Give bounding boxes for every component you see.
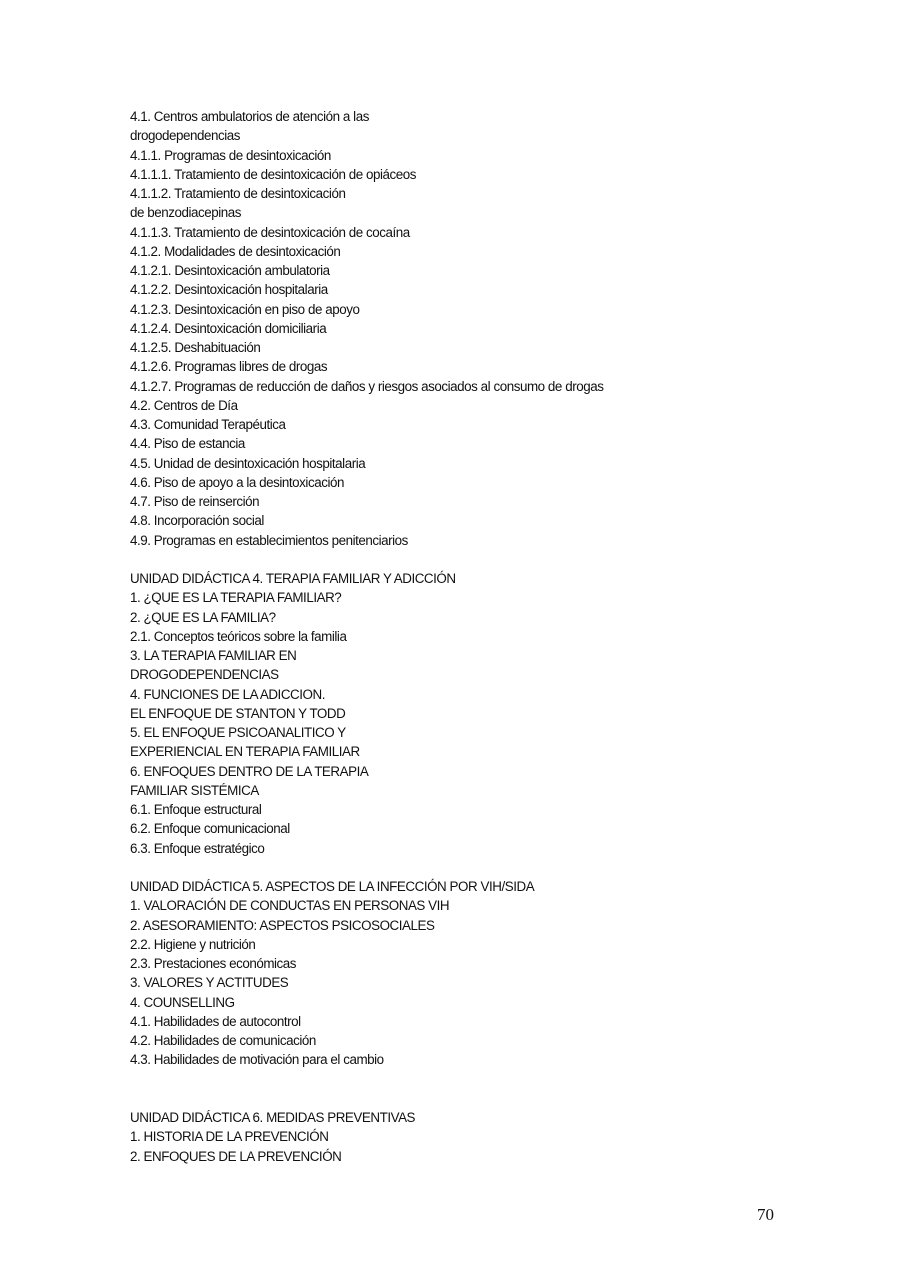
toc-line: 2. ¿QUE ES LA FAMILIA? bbox=[130, 609, 276, 625]
toc-line: 4. FUNCIONES DE LA ADICCION. bbox=[130, 686, 325, 702]
table-of-contents bbox=[130, 107, 770, 1166]
section-unit-4 bbox=[130, 569, 770, 858]
toc-line: 4.1.1.3. Tratamiento de desintoxicación de cocaína bbox=[130, 224, 410, 240]
toc-line: 4.1.1.2. Tratamiento de desintoxicación bbox=[130, 186, 346, 201]
section-spacer bbox=[130, 550, 770, 569]
toc-line: 4.4. Piso de estancia bbox=[130, 436, 245, 452]
toc-line: 4.3. Comunidad Terapéutica bbox=[130, 417, 286, 432]
toc-line: 4.8. Incorporación social bbox=[130, 513, 264, 529]
toc-line: drogodependencias bbox=[130, 128, 240, 144]
toc-line: FAMILIAR SISTÉMICA bbox=[130, 782, 259, 798]
toc-line: 6.2. Enfoque comunicacional bbox=[130, 821, 290, 837]
section-unit-3-continued bbox=[130, 107, 770, 550]
toc-line: 4.1. Habilidades de autocontrol bbox=[130, 1013, 301, 1029]
toc-line: 4.2. Habilidades de comunicación bbox=[130, 1033, 316, 1048]
toc-line: 6.1. Enfoque estructural bbox=[130, 802, 262, 817]
unit-heading: UNIDAD DIDÁCTICA 4. TERAPIA FAMILIAR Y ADICCIÓN bbox=[130, 571, 456, 586]
toc-line: 2.1. Conceptos teóricos sobre la familia bbox=[130, 628, 347, 644]
toc-line: 4.7. Piso de reinserción bbox=[130, 494, 260, 509]
toc-line: DROGODEPENDENCIAS bbox=[130, 667, 279, 683]
page-number: 70 bbox=[757, 1205, 774, 1224]
toc-line: 4. COUNSELLING bbox=[130, 994, 235, 1010]
section-spacer bbox=[130, 1070, 770, 1109]
toc-line: 4.1.2.3. Desintoxicación en piso de apoyo bbox=[130, 301, 360, 317]
toc-line: 4.1.2.5. Deshabituación bbox=[130, 340, 261, 355]
toc-line: 1. HISTORIA DE LA PREVENCIÓN bbox=[130, 1129, 329, 1145]
toc-line: 4.5. Unidad de desintoxicación hospitalaria bbox=[130, 455, 366, 471]
toc-line: 3. VALORES Y ACTITUDES bbox=[130, 975, 289, 991]
toc-line: 4.1.2.7. Programas de reducción de daños y riesgos asociados al consumo de drogas bbox=[130, 378, 604, 394]
unit-heading: UNIDAD DIDÁCTICA 5. ASPECTOS DE LA INFECCIÓN POR VIH/SIDA bbox=[130, 879, 535, 894]
toc-line: 3. LA TERAPIA FAMILIAR EN bbox=[130, 648, 297, 663]
toc-line: 2.3. Prestaciones económicas bbox=[130, 956, 297, 971]
toc-line: 5. EL ENFOQUE PSICOANALITICO Y bbox=[130, 725, 346, 740]
toc-line: 4.1.1. Programas de desintoxicación bbox=[130, 147, 331, 163]
section-unit-5 bbox=[130, 877, 770, 1070]
section-unit-6 bbox=[130, 1108, 770, 1166]
toc-line: 4.1.2.6. Programas libres de drogas bbox=[130, 359, 328, 375]
toc-line: 4.1.1.1. Tratamiento de desintoxicación de opiáceos bbox=[130, 166, 416, 182]
toc-line: EL ENFOQUE DE STANTON Y TODD bbox=[130, 705, 346, 721]
toc-line: 2. ASESORAMIENTO: ASPECTOS PSICOSOCIALES bbox=[130, 917, 435, 933]
toc-line: 1. ¿QUE ES LA TERAPIA FAMILIAR? bbox=[130, 590, 342, 606]
toc-line: 2.2. Higiene y nutrición bbox=[130, 936, 256, 952]
toc-line: 4.1.2.4. Desintoxicación domiciliaria bbox=[130, 320, 327, 336]
toc-line: 4.1. Centros ambulatorios de atención a las bbox=[130, 109, 369, 124]
section-spacer bbox=[130, 858, 770, 877]
toc-line: 4.6. Piso de apoyo a la desintoxicación bbox=[130, 474, 344, 490]
toc-line: 4.3. Habilidades de motivación para el cambio bbox=[130, 1052, 384, 1068]
toc-line: EXPERIENCIAL EN TERAPIA FAMILIAR bbox=[130, 744, 360, 760]
toc-line: 4.2. Centros de Día bbox=[130, 397, 238, 413]
unit-heading: UNIDAD DIDÁCTICA 6. MEDIDAS PREVENTIVAS bbox=[130, 1110, 416, 1125]
toc-line: 4.9. Programas en establecimientos penitenciarios bbox=[130, 532, 408, 548]
toc-line: 6.3. Enfoque estratégico bbox=[130, 840, 265, 856]
toc-line: 4.1.2.1. Desintoxicación ambulatoria bbox=[130, 263, 330, 278]
toc-line: de benzodiacepinas bbox=[130, 205, 242, 221]
toc-line: 2. ENFOQUES DE LA PREVENCIÓN bbox=[130, 1148, 342, 1164]
toc-line: 6. ENFOQUES DENTRO DE LA TERAPIA bbox=[130, 763, 369, 779]
toc-line: 4.1.2. Modalidades de desintoxicación bbox=[130, 243, 341, 259]
toc-line: 4.1.2.2. Desintoxicación hospitalaria bbox=[130, 282, 328, 298]
toc-line: 1. VALORACIÓN DE CONDUCTAS EN PERSONAS VIH bbox=[130, 898, 450, 914]
